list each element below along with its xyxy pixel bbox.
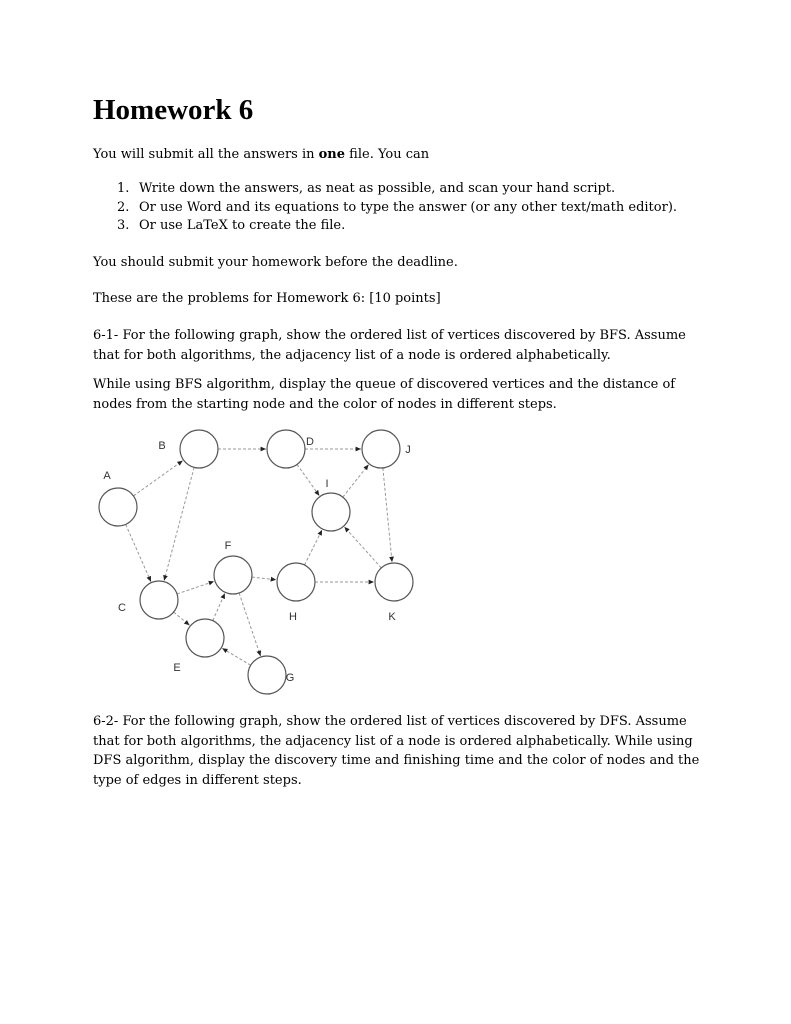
graph-edge-h-i xyxy=(304,530,322,565)
graph-node-label-a: A xyxy=(103,469,111,482)
intro-text-end: file. You can xyxy=(345,147,430,162)
graph-node-label-h: H xyxy=(289,610,297,623)
graph-edge-e-f xyxy=(213,593,225,620)
problem-6-1-instructions: While using BFS algorithm, display the queue of discovered vertices and the distance of nodes from the starting node and the color of nodes in different steps. xyxy=(93,377,676,412)
graph-node-label-g: G xyxy=(285,671,295,684)
graph-edge-a-b xyxy=(133,461,182,496)
graph-node-label-k: K xyxy=(388,610,396,623)
graph-node-label-j: J xyxy=(405,443,411,456)
page-title: Homework 6 xyxy=(93,94,254,126)
problems-header: These are the problems for Homework 6: [10 points] xyxy=(93,291,441,306)
graph-edge-c-f xyxy=(177,581,214,594)
graph-node-c xyxy=(140,581,178,619)
graph-edge-c-e xyxy=(174,612,190,625)
intro-emphasis: one xyxy=(318,147,346,162)
graph-node-g xyxy=(248,656,286,694)
graph-node-label-i: I xyxy=(325,477,329,490)
list-text: Write down the answers, as neat as possible, and scan your hand script. xyxy=(139,181,616,196)
graph-nodes xyxy=(99,430,413,694)
graph-node-a xyxy=(99,488,137,526)
graph-node-i xyxy=(312,493,350,531)
graph-edge-a-c xyxy=(126,524,151,581)
graph-edge-d-i xyxy=(297,464,319,495)
graph-node-k xyxy=(375,563,413,601)
graph-node-f xyxy=(214,556,252,594)
problem-6-1-text: 6-1- For the following graph, show the ordered list of vertices discovered by BFS. Assume that for both algorithms, the adjacency list of a node is ordered alphabetically. xyxy=(93,328,686,363)
graph-edge-j-k xyxy=(383,468,392,562)
graph-edge-f-g xyxy=(239,593,260,656)
graph-edge-b-c xyxy=(164,467,194,580)
graph-node-label-f: F xyxy=(224,539,232,552)
graph-edge-f-h xyxy=(252,577,276,580)
graph-node-label-c: C xyxy=(118,601,126,614)
graph-node-b xyxy=(180,430,218,468)
graph-node-label-d: D xyxy=(306,435,314,448)
graph-node-label-e: E xyxy=(173,661,181,674)
deadline-note: You should submit your homework before the deadline. xyxy=(93,255,458,270)
graph-node-d xyxy=(267,430,305,468)
graph-edges xyxy=(126,449,392,665)
intro-text-start: You will submit all the answers in xyxy=(93,147,319,162)
graph-node-label-b: B xyxy=(158,439,166,452)
problem-6-2-text: 6-2- For the following graph, show the ordered list of vertices discovered by DFS. Assume that for both algorithms, the adjacency list of a node is ordered alphabetically. While using DFS algorithm, display the discovery time and finishing time and the color of nodes and the type of edges in different steps. xyxy=(93,714,700,788)
graph-edge-i-j xyxy=(343,465,369,497)
graph-node-h xyxy=(277,563,315,601)
list-text: Or use Word and its equations to type the answer (or any other text/math editor). xyxy=(139,199,678,215)
list-text: Or use LaTeX to create the file. xyxy=(139,218,346,233)
graph-edge-g-e xyxy=(222,648,251,665)
graph-node-j xyxy=(362,430,400,468)
list-number: 3. xyxy=(117,218,130,233)
list-number: 1. xyxy=(117,181,130,196)
graph-node-e xyxy=(186,619,224,657)
list-number: 2. xyxy=(117,199,130,215)
graph-edge-k-i xyxy=(344,527,381,568)
